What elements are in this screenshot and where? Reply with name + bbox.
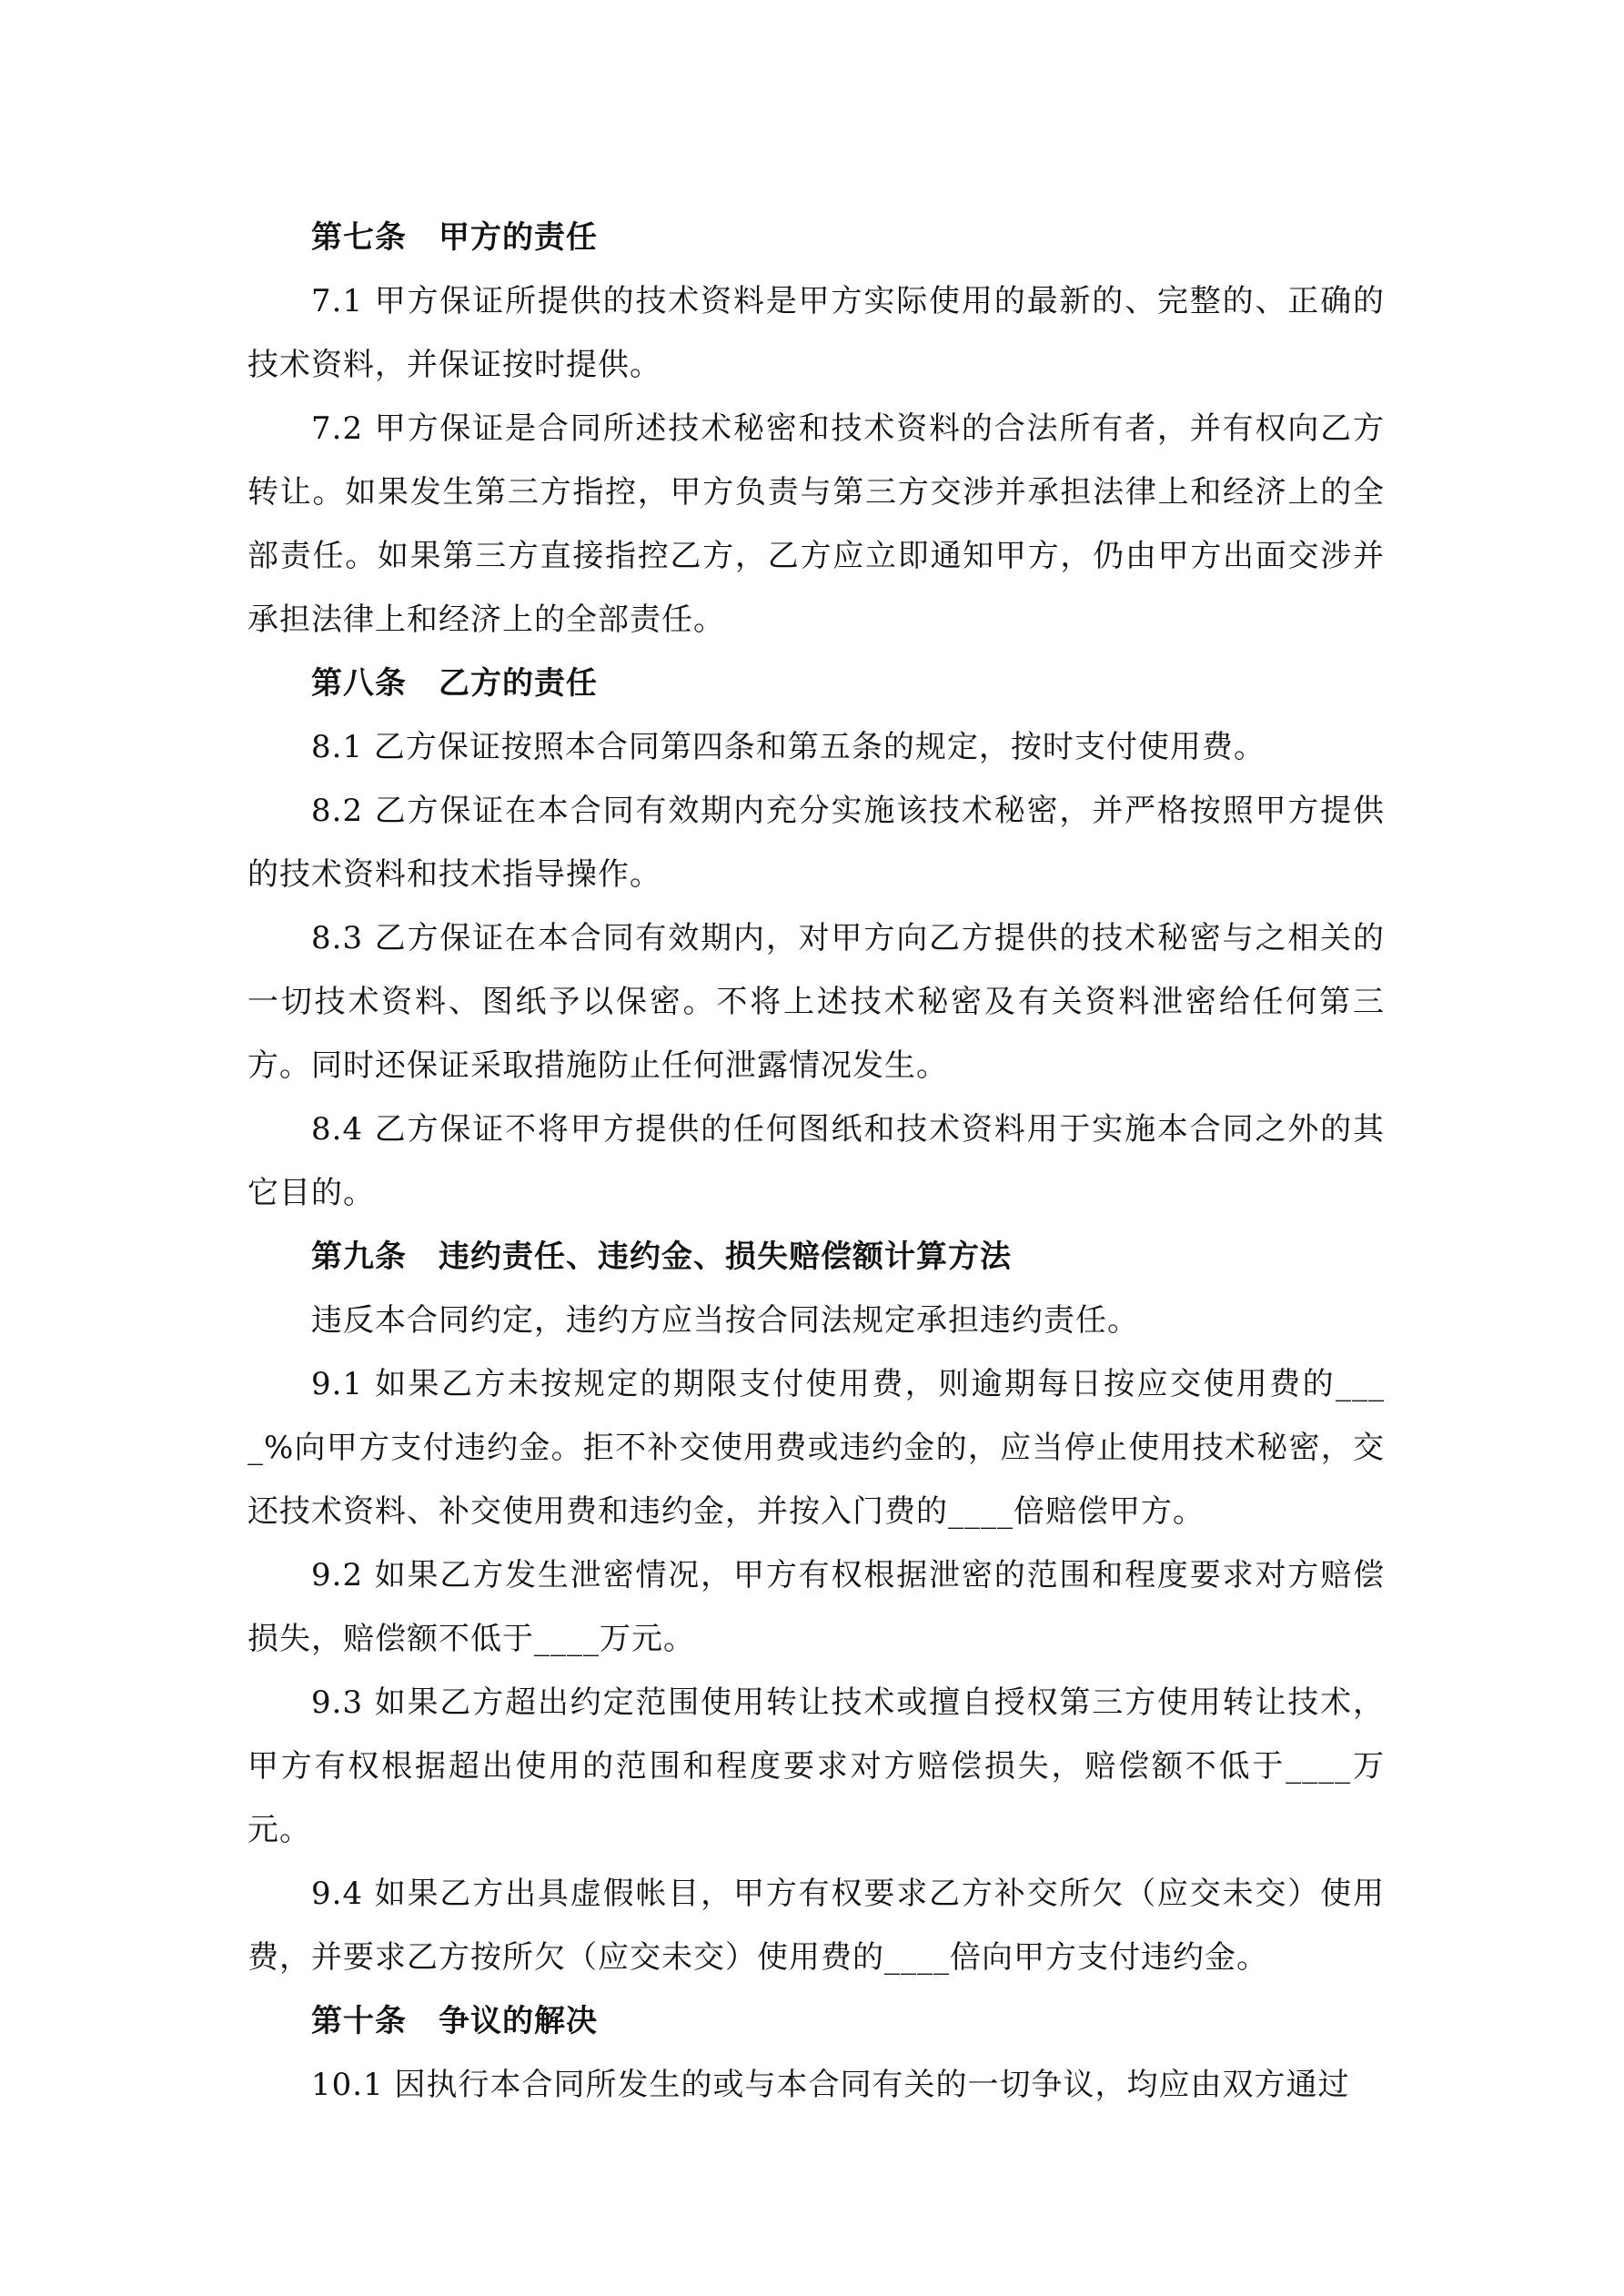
document-body xyxy=(247,206,1385,2117)
clause-10-1: 10.1 因执行本合同所发生的或与本合同有关的一切争议，均应由双方通过 xyxy=(311,2067,1350,2103)
article-9-heading: 第九条 违约责任、违约金、损失赔偿额计算方法 xyxy=(311,1239,1012,1275)
clause-7-1: 7.1 甲方保证所提供的技术资料是甲方实际使用的最新的、完整的、正确的技术资料，并保证按时提供。 xyxy=(247,283,1385,383)
clause-9-4: 9.4 如果乙方出具虚假帐目，甲方有权要求乙方补交所欠（应交未交）使用费，并要求乙方按所欠（应交未交）使用费的____倍向甲方支付违约金。 xyxy=(247,1876,1385,1976)
clause-8-1: 8.1 乙方保证按照本合同第四条和第五条的规定，按时支付使用费。 xyxy=(311,729,1266,765)
clause-8-3: 8.3 乙方保证在本合同有效期内，对甲方向乙方提供的技术秘密与之相关的一切技术资料、图纸予以保密。不将上述技术秘密及有关资料泄密给任何第三方。同时还保证采取措施防止任何泄露情况发生。 xyxy=(247,920,1385,1084)
article-9-intro: 违反本合同约定，违约方应当按合同法规定承担违约责任。 xyxy=(311,1302,1139,1339)
clause-8-2: 8.2 乙方保证在本合同有效期内充分实施该技术秘密，并严格按照甲方提供的技术资料和技术指导操作。 xyxy=(247,793,1385,893)
clause-9-2: 9.2 如果乙方发生泄密情况，甲方有权根据泄密的范围和程度要求对方赔偿损失，赔偿额不低于____万元。 xyxy=(247,1557,1385,1657)
article-7-heading: 第七条 甲方的责任 xyxy=(311,219,598,256)
clause-8-4: 8.4 乙方保证不将甲方提供的任何图纸和技术资料用于实施本合同之外的其它目的。 xyxy=(247,1111,1385,1211)
clause-9-1: 9.1 如果乙方未按规定的期限支付使用费，则逾期每日按应交使用费的____%向甲方支付违约金。拒不补交使用费或违约金的，应当停止使用技术秘密，交还技术资料、补交使用费和违约金，并按入门费的____倍赔偿甲方。 xyxy=(247,1366,1385,1530)
clause-9-3: 9.3 如果乙方超出约定范围使用转让技术或擅自授权第三方使用转让技术，甲方有权根据超出使用的范围和程度要求对方赔偿损失，赔偿额不低于____万元。 xyxy=(247,1684,1385,1848)
clause-7-2: 7.2 甲方保证是合同所述技术秘密和技术资料的合法所有者，并有权向乙方转让。如果发生第三方指控，甲方负责与第三方交涉并承担法律上和经济上的全部责任。如果第三方直接指控乙方，乙方应立即通知甲方，仍由甲方出面交涉并承担法律上和经济上的全部责任。 xyxy=(247,410,1385,638)
article-8-heading: 第八条 乙方的责任 xyxy=(311,665,598,702)
article-10-heading: 第十条 争议的解决 xyxy=(311,2003,598,2039)
